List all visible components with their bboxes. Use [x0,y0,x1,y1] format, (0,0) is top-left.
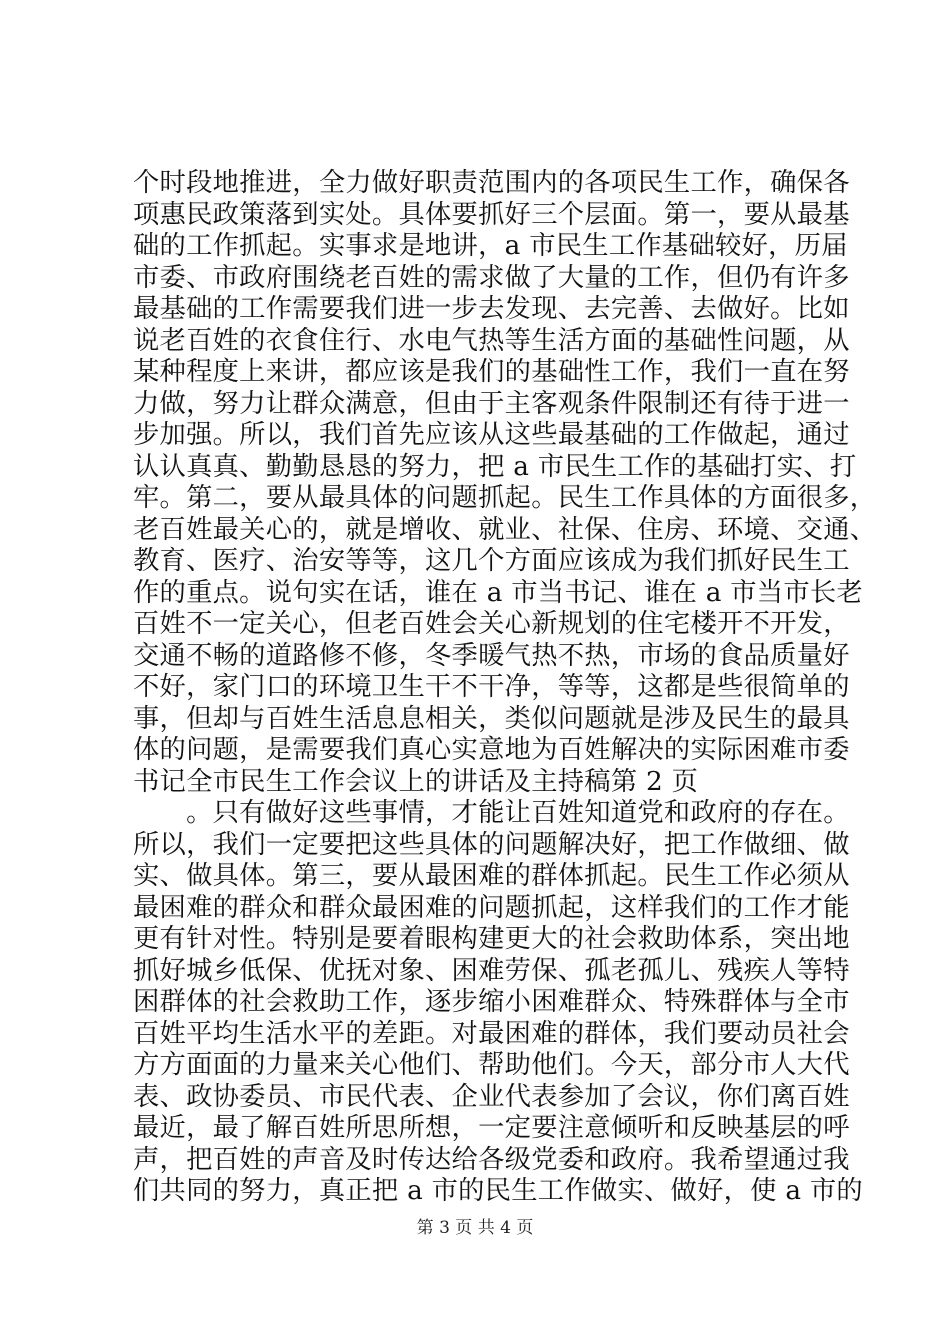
text-line: 。只有做好这些事情，才能让百姓知道党和政府的存在。 [133,798,850,828]
text-line: 所以，我们一定要把这些具体的问题解决好，把工作做细、做 [133,829,850,860]
text-line: 认认真真、勤勤恳恳的努力，把 a 市民生工作的基础打实、打 [133,451,857,482]
page-footer: 第 3 页 共 4 页 [416,1218,534,1238]
body-text [133,168,877,1208]
text-line: 实、做具体。第三，要从最困难的群体抓起。民生工作必须从 [133,861,850,891]
text-line: 牢。第二，要从最具体的问题抓起。民生工作具体的方面很多， [133,483,877,513]
text-line: 百姓不一定关心，但老百姓会关心新规划的住宅楼开不开发， [133,609,850,639]
text-line: 老百姓最关心的，就是增收、就业、社保、住房、环境、交通、 [133,514,877,545]
text-line: 最困难的群众和群众最困难的问题抓起，这样我们的工作才能 [133,892,850,923]
text-line: 最基础的工作需要我们进一步去发现、去完善、去做好。比如 [133,294,850,324]
text-line: 作的重点。说句实在话，谁在 a 市当书记、谁在 a 市当市长老 [133,577,863,608]
text-line: 步加强。所以，我们首先应该从这些最基础的工作做起，通过 [133,420,850,450]
text-line: 不好，家门口的环境卫生干不干净，等等，这都是些很简单的 [133,672,850,702]
text-line: 方方面面的力量来关心他们、帮助他们。今天，部分市人大代 [133,1050,850,1080]
text-line: 市委、市政府围绕老百姓的需求做了大量的工作，但仍有许多 [133,262,850,293]
text-line: 力做，努力让群众满意，但由于主客观条件限制还有待于进一 [133,388,850,419]
text-line: 项惠民政策落到实处。具体要抓好三个层面。第一，要从最基 [133,199,850,230]
text-line: 体的问题，是需要我们真心实意地为百姓解决的实际困难市委 [133,735,850,765]
text-line: 某种程度上来讲，都应该是我们的基础性工作，我们一直在努 [133,357,850,387]
text-line: 事，但却与百姓生活息息相关，类似问题就是涉及民生的最具 [133,703,850,734]
text-line: 最近，最了解百姓所思所想，一定要注意倾听和反映基层的呼 [133,1113,850,1143]
text-line: 声，把百姓的声音及时传达给各级党委和政府。我希望通过我 [133,1144,850,1175]
text-line: 们共同的努力，真正把 a 市的民生工作做实、做好，使 a 市的 [133,1176,863,1206]
text-line: 教育、医疗、治安等等，这几个方面应该成为我们抓好民生工 [133,546,850,576]
text-line: 抓好城乡低保、优抚对象、困难劳保、孤老孤儿、残疾人等特 [133,955,850,986]
text-line: 础的工作抓起。实事求是地讲，a 市民生工作基础较好，历届 [133,231,848,261]
text-line: 交通不畅的道路修不修，冬季暖气热不热，市场的食品质量好 [133,640,850,671]
text-line: 说老百姓的衣食住行、水电气热等生活方面的基础性问题，从 [133,325,850,356]
text-line: 百姓平均生活水平的差距。对最困难的群体，我们要动员社会 [133,1018,850,1049]
text-line: 个时段地推进，全力做好职责范围内的各项民生工作，确保各 [133,168,850,198]
text-line: 书记全市民生工作会议上的讲话及主持稿第 2 页 [133,766,699,797]
text-line: 困群体的社会救助工作，逐步缩小困难群众、特殊群体与全市 [133,987,850,1017]
text-line: 表、政协委员、市民代表、企业代表参加了会议，你们离百姓 [133,1081,850,1112]
text-line: 更有针对性。特别是要着眼构建更大的社会救助体系，突出地 [133,924,850,954]
